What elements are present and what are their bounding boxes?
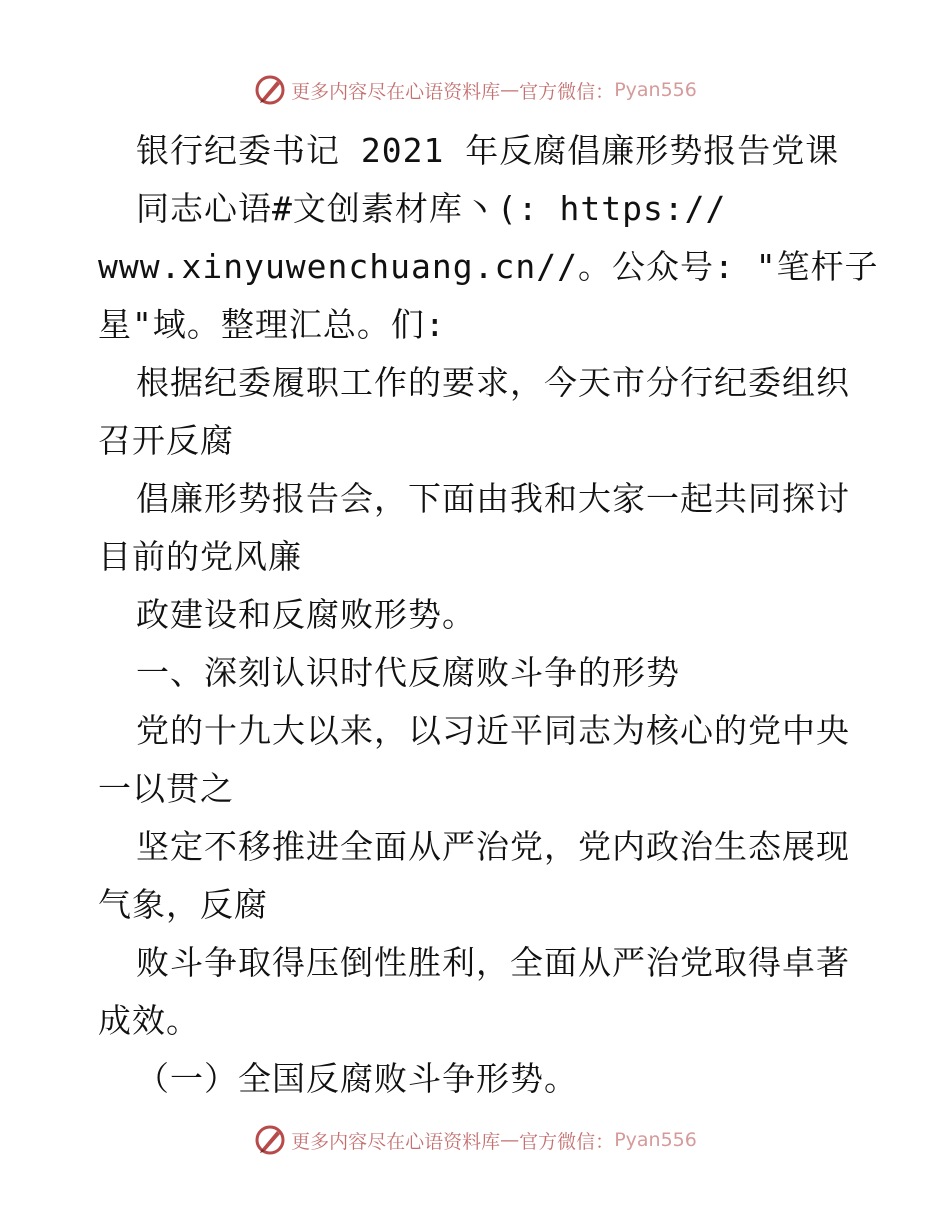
text-line: 目前的党风廉 [98, 537, 302, 576]
text-line: 同志心语#文创素材库丶(: https:// [136, 189, 727, 228]
text-line: 倡廉形势报告会，下面由我和大家一起共同探讨 [136, 479, 850, 518]
text-line: 一以贯之 [98, 769, 234, 808]
document-body [98, 122, 879, 1108]
text-line: 党的十九大以来，以习近平同志为核心的党中央 [136, 711, 850, 750]
text-line: 一、深刻认识时代反腐败斗争的形势 [136, 653, 680, 692]
text-line: 成效。 [98, 1001, 200, 1040]
text-line: （一）全国反腐败斗争形势。 [136, 1059, 578, 1098]
pen-logo-icon [253, 73, 287, 107]
header-watermark [0, 70, 950, 110]
watermark-id: Pyan556 [614, 1129, 697, 1151]
watermark-id: Pyan556 [614, 79, 697, 101]
watermark-dash: — [500, 79, 520, 101]
text-line: 政建设和反腐败形势。 [136, 595, 476, 634]
text-line: 败斗争取得压倒性胜利，全面从严治党取得卓著 [136, 943, 850, 982]
text-line: 星"域。整理汇总。们: [98, 305, 446, 344]
text-line: 银行纪委书记 2021 年反腐倡廉形势报告党课 [136, 131, 840, 170]
watermark-dash: — [500, 1129, 520, 1151]
pen-logo-icon [253, 1123, 287, 1157]
text-line: 根据纪委履职工作的要求，今天市分行纪委组织 [136, 363, 850, 402]
footer-watermark [0, 1120, 950, 1160]
text-line: 气象，反腐 [98, 885, 268, 924]
text-line: 召开反腐 [98, 421, 234, 460]
watermark-label: 官方微信： [519, 80, 615, 103]
watermark-label: 官方微信： [519, 1130, 615, 1153]
text-line: www.xinyuwenchuang.cn//。公众号: "笔杆子 [98, 247, 879, 286]
watermark-text: 更多内容尽在心语资料库 [291, 80, 501, 103]
text-line: 坚定不移推进全面从严治党，党内政治生态展现 [136, 827, 850, 866]
watermark-text: 更多内容尽在心语资料库 [291, 1130, 501, 1153]
